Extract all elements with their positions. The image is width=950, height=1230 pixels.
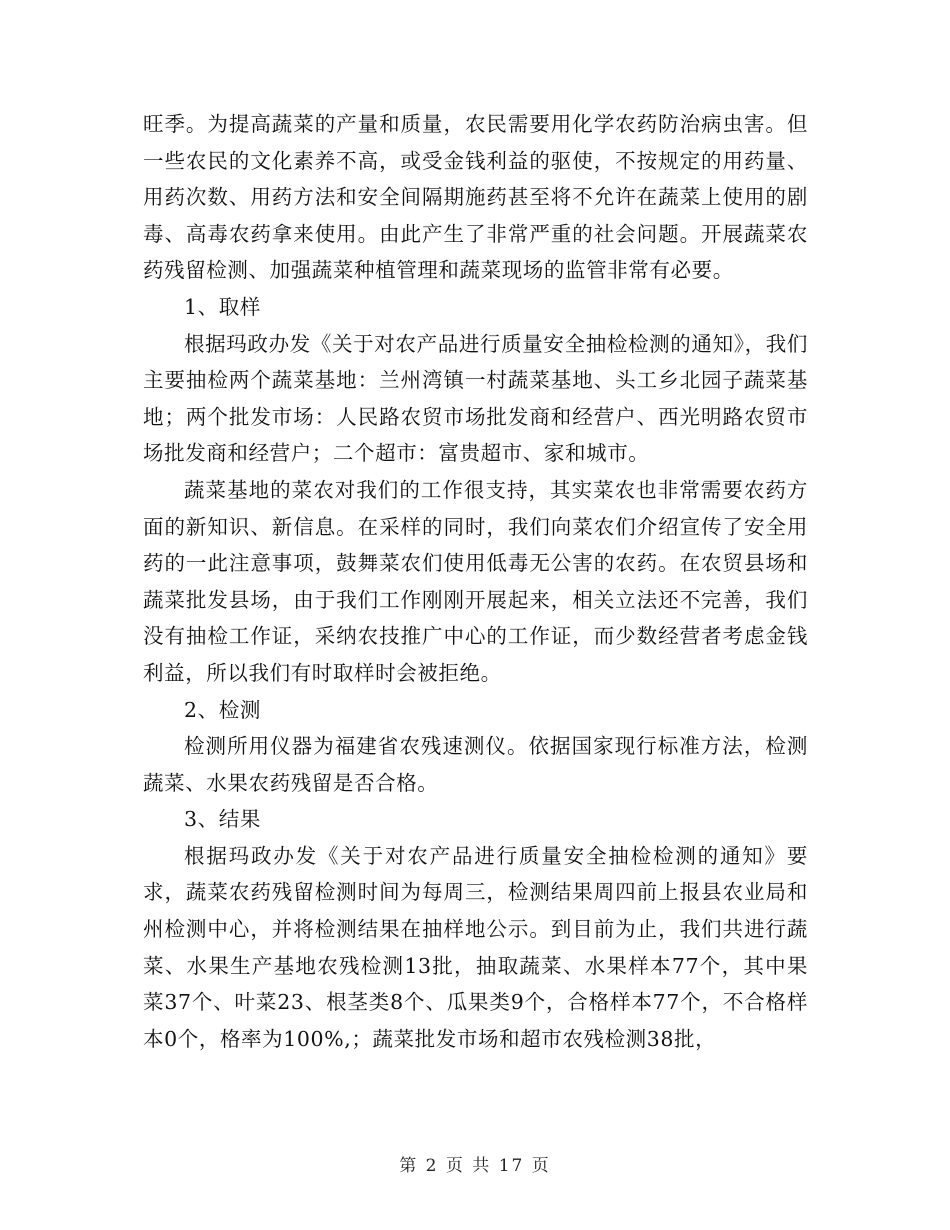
paragraph-results: 根据玛政办发《关于对农产品进行质量安全抽检检测的通知》要求，蔬菜农药残留检测时间为每周三，检测结果周四前上报县农业局和州检测中心，并将检测结果在抽样地公示。到目前为止，我们共进行蔬菜、水果生产基地农残检测13批，抽取蔬菜、水果样本77个，其中果菜37个、叶菜23、根茎类8个、瓜果类9个，合格样本77个，不合格样本0个，格率为100%,；蔬菜批发市场和超市农残检测38批， (143, 843, 808, 1051)
page-number-footer: 第 2 页 共 17 页 (399, 1156, 551, 1176)
section-heading-results: 3、结果 (184, 807, 261, 832)
paragraph-sampling-sites: 根据玛政办发《关于对农产品进行质量安全抽检检测的通知》，我们主要抽检两个蔬菜基地：兰州湾镇一村蔬菜基地、头工乡北园子蔬菜基地；两个批发市场：人民路农贸市场批发商和经营户、西光明路农贸市场批发商和经营户；二个超市：富贵超市、家和城市。 (143, 331, 808, 466)
paragraph-testing: 检测所用仪器为福建省农残速测仪。依据国家现行标准方法，检测蔬菜、水果农药残留是否合格。 (143, 734, 808, 795)
paragraph-intro: 旺季。为提高蔬菜的产量和质量，农民需要用化学农药防治病虫害。但一些农民的文化素养不高，或受金钱利益的驱使，不按规定的用药量、用药次数、用药方法和安全间隔期施药甚至将不允许在蔬菜上使用的剧毒、高毒农药拿来使用。由此产生了非常严重的社会问题。开展蔬菜农药残留检测、加强蔬菜种植管理和蔬菜现场的监管非常有必要。 (143, 112, 808, 283)
section-heading-sampling: 1、取样 (184, 294, 261, 319)
paragraph-sampling-notes: 蔬菜基地的菜农对我们的工作很支持，其实菜农也非常需要农药方面的新知识、新信息。在采样的同时，我们向菜农们介绍宣传了安全用药的一此注意事项，鼓舞菜农们使用低毒无公害的农药。在农贸县场和蔬菜批发县场，由于我们工作刚刚开展起来，相关立法还不完善，我们没有抽检工作证，采纳农技推广中心的工作证，而少数经营者考虑金钱利益，所以我们有时取样时会被拒绝。 (143, 477, 808, 685)
document-body (143, 106, 808, 1057)
section-heading-testing: 2、检测 (184, 697, 261, 722)
